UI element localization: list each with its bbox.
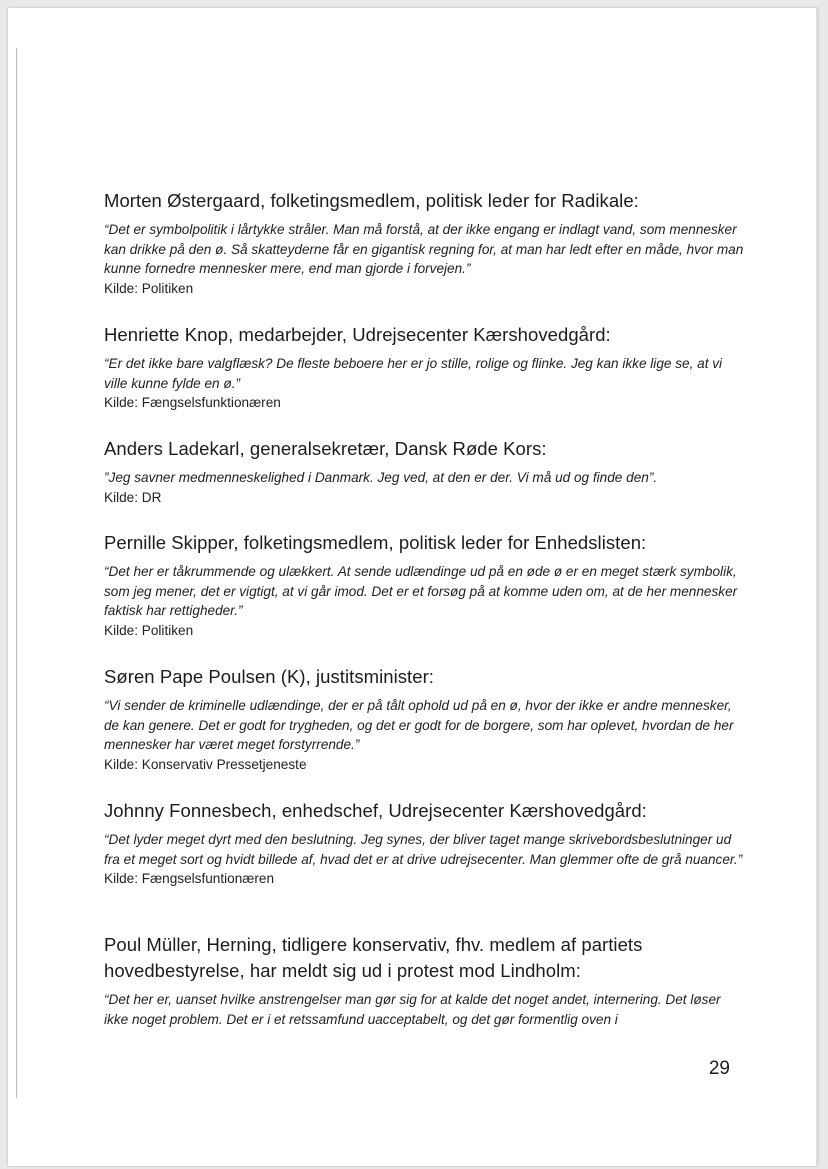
quote-entry [104,530,744,640]
source-line: Kilde: Konservativ Pressetjeneste [104,756,307,772]
quote-text: “Det her er tåkrummende og ulækkert. At sende udlændinge ud på en øde ø er en meget stærk symbolik, som jeg mener, det er vigtigt, at vi går imod. Det er et forsøg på at komme uden om, at de her mennesker faktisk har rettigheder.” [104,564,738,618]
speaker-heading: Morten Østergaard, folketingsmedlem, politisk leder for Radikale: [104,190,639,211]
page-number: 29 [708,1058,730,1079]
quote-text: “Vi sender de kriminelle udlændinge, der er på tålt ophold ud på en ø, hvor der ikke er andre mennesker, de kan genere. Det er godt for trygheden, og det er godt for de borgere, som har oplevet, hvordan de her mennesker har været meget forstyrrende.” [104,698,734,752]
speaker-heading: Anders Ladekarl, generalsekretær, Dansk Røde Kors: [104,438,547,459]
quote-entry [104,322,744,412]
source-line: Kilde: Politiken [104,622,194,638]
quote-text: “Det er symbolpolitik i lårtykke stråler. Man må forstå, at der ikke engang er indlagt vand, som mennesker kan drikke på den ø. Så skatteyderne får en gigantisk regning for, at man har ledt efter en måde, hvor man kunne fornedre mennesker mere, end man gjorde i forvejen.” [104,222,744,276]
quote-text: “Er det ikke bare valgflæsk? De fleste beboere her er jo stille, rolige og flinke. Jeg kan ikke lige se, at vi ville kunne fylde en ø.” [104,356,723,391]
speaker-heading: Johnny Fonnesbech, enhedschef, Udrejsecenter Kærshovedgård: [104,800,647,821]
speaker-heading: Søren Pape Poulsen (K), justitsminister: [104,666,434,687]
source-line: Kilde: DR [104,489,162,505]
speaker-heading: Pernille Skipper, folketingsmedlem, politisk leder for Enhedslisten: [104,532,647,553]
speaker-heading: Poul Müller, Herning, tidligere konservativ, fhv. medlem af partiets hovedbestyrelse, har meldt sig ud i protest mod Lindholm: [104,934,643,981]
quote-text: “Det her er, uanset hvilke anstrengelser man gør sig for at kalde det noget andet, internering. Det løser ikke noget problem. Det er i et retssamfund uacceptabelt, og det gør formentlig oven i [104,992,721,1027]
quote-text: “Det lyder meget dyrt med den beslutning. Jeg synes, der bliver taget mange skrivebordsbeslutninger ud fra et meget sort og hvidt billede af, hvad det er at drive udrejsecenter. Man glemmer ofte de grå nuancer.” [104,832,743,867]
quote-entry [104,798,744,888]
quote-entry [104,664,744,774]
document-page [8,8,818,1166]
source-line: Kilde: Politiken [104,280,194,296]
quote-text: ”Jeg savner medmenneskelighed i Danmark. Jeg ved, at den er der. Vi må ud og finde den”. [104,470,658,485]
quote-entry [104,188,744,298]
quote-entry [104,932,744,1029]
quote-entry [104,436,744,507]
binding-line [16,48,17,1098]
source-line: Kilde: Fængselsfuntionæren [104,871,275,886]
speaker-heading: Henriette Knop, medarbejder, Udrejsecenter Kærshovedgård: [104,324,611,345]
page-edge [816,8,818,1166]
source-line: Kilde: Fængselsfunktionæren [104,395,281,410]
